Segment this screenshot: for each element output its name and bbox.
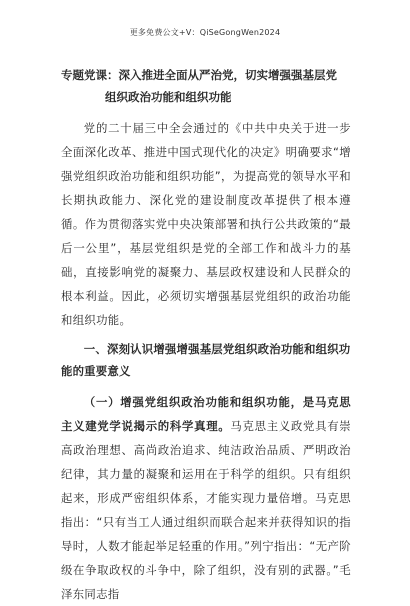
subsection-heading-1: （一）增强党组织政治功能和组织功能，是马克思主义建党学说揭示的科学真理。 — [61, 395, 351, 433]
document-title — [61, 64, 351, 108]
title-line-1: 专题党课：深入推进全面从严治党，切实增强强基层党 — [61, 68, 337, 82]
page-header-note: 更多免费公文+V：QiSeGongWen2024 — [129, 28, 281, 37]
intro-paragraph: 党的二十届三中全会通过的《中共中央关于进一步全面深化改革、推进中国式现代化的决定》明确要求“增强党组织政治功能和组织功能”，为提高党的领导水平和长期执政能力、深化党的建设制度改革提供了根本遵循。作为贯彻落实党中央决策部署和执行公共政策的“最后一公里”，基层党组织是党的全部工作和战斗力的基础，直接影响党的凝聚力、基层政权建设和人民群众的根本利益。因此，必须切实增强基层党组织的政治功能和组织功能。 — [61, 121, 351, 327]
document-body — [61, 64, 351, 606]
subsection-body-1: 马克思主义政党具有崇高政治理想、高尚政治追求、纯洁政治品质、严明政治纪律，其力量的凝聚和运用在于科学的组织。只有组织起来，形成严密组织体系，才能实现力量倍增。马克思指出：“只有当工人通过组织而联合起来并获得知识的指导时，人数才能起举足轻重的作用。”列宁指出：“无产阶级在争取政权的斗争中，除了组织，没有别的武器。”毛泽东同志指 — [61, 419, 351, 601]
subsection-paragraph-1 — [61, 390, 351, 606]
section-heading-1: 一、深刻认识增强增强基层党组织政治功能和组织功能的重要意义 — [61, 342, 351, 378]
title-line-2: 组织政治功能和组织功能 — [105, 90, 232, 104]
